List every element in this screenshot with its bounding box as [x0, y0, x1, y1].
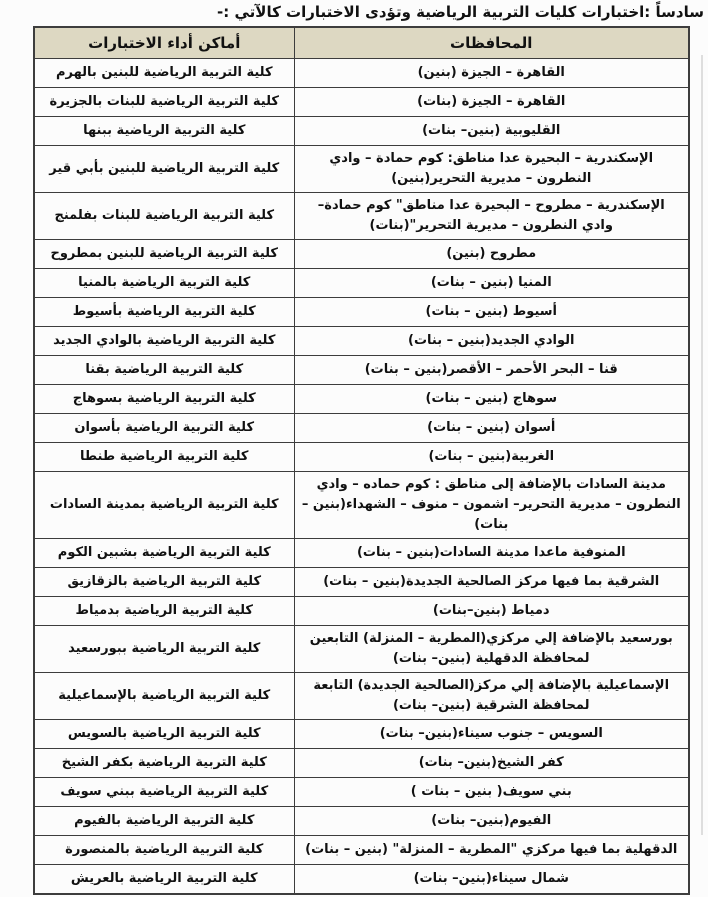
governorate-cell: الوادي الجديد(بنين – بنات): [294, 327, 689, 356]
table-row: [34, 443, 689, 472]
governorate-cell: مدينة السادات بالإضافة إلى مناطق : كوم حماده – وادي النطرون – مديرية التحرير– اشمون – منوف – الشهداء(بنين – بنات): [294, 472, 689, 539]
table-row: [34, 597, 689, 626]
table-row: [34, 327, 689, 356]
governorate-cell: الدقهلية بما فيها مركزي "المطرية – المنزلة" (بنين – بنات): [294, 836, 689, 865]
table-row: [34, 193, 689, 240]
table-row: [34, 117, 689, 146]
exam-location-cell: كلية التربية الرياضية بمدينة السادات: [34, 472, 294, 539]
governorate-cell: دمياط (بنين–بنات): [294, 597, 689, 626]
exam-location-cell: كلية التربية الرياضية بالزقازيق: [34, 568, 294, 597]
governorate-cell: الغربية(بنين – بنات): [294, 443, 689, 472]
table-row: [34, 240, 689, 269]
governorate-cell: قنا – البحر الأحمر – الأقصر(بنين – بنات): [294, 356, 689, 385]
exam-location-cell: كلية التربية الرياضية بالوادي الجديد: [34, 327, 294, 356]
table-row: [34, 836, 689, 865]
governorate-cell: بورسعيد بالإضافة إلي مركزي(المطرية – المنزلة) التابعين لمحافظة الدقهلية (بنين– بنات): [294, 626, 689, 673]
exam-location-cell: كلية التربية الرياضية بالسويس: [34, 720, 294, 749]
exam-location-cell: كلية التربية الرياضية للبنين بمطروح: [34, 240, 294, 269]
table-row: [34, 88, 689, 117]
table-row: [34, 539, 689, 568]
exam-location-cell: كلية التربية الرياضية بدمياط: [34, 597, 294, 626]
governorate-cell: مطروح (بنين): [294, 240, 689, 269]
exam-location-cell: كلية التربية الرياضية بكفر الشيخ: [34, 749, 294, 778]
exam-location-cell: كلية التربية الرياضية ببني سويف: [34, 778, 294, 807]
governorate-cell: سوهاج (بنين – بنات): [294, 385, 689, 414]
table-row: [34, 807, 689, 836]
governorate-cell: الشرقية بما فيها مركز الصالحية الجديدة(بنين – بنات): [294, 568, 689, 597]
table-row: [34, 749, 689, 778]
exam-location-cell: كلية التربية الرياضية للبنات بفلمنج: [34, 193, 294, 240]
governorate-cell: القاهرة – الجيزة (بنات): [294, 88, 689, 117]
exam-location-cell: كلية التربية الرياضية بالمنيا: [34, 269, 294, 298]
table-row: [34, 673, 689, 720]
table-row: [34, 414, 689, 443]
governorate-cell: السويس – جنوب سيناء(بنين– بنات): [294, 720, 689, 749]
table-row: [34, 720, 689, 749]
exam-location-cell: كلية التربية الرياضية طنطا: [34, 443, 294, 472]
governorate-cell: الإسكندرية – مطروح – البحيرة عدا مناطق" كوم حمادة– وادي النطرون – مديرية التحرير"(بنات): [294, 193, 689, 240]
table-row: [34, 269, 689, 298]
header-row: [34, 27, 689, 59]
table-row: [34, 146, 689, 193]
governorate-cell: أسيوط (بنين – بنات): [294, 298, 689, 327]
exam-location-cell: كلية التربية الرياضية بشبين الكوم: [34, 539, 294, 568]
table-row: [34, 356, 689, 385]
table-row: [34, 865, 689, 895]
column-header-governorates: المحافظات: [294, 27, 689, 59]
governorate-cell: الإسماعيلية بالإضافة إلي مركز(الصالحية الجديدة) التابعة لمحافظة الشرقية (بنين– بنات): [294, 673, 689, 720]
page-title: سادساً :اختبارات كليات التربية الرياضية وتؤدى الاختبارات كالآتي :-: [217, 3, 704, 21]
table-row: [34, 626, 689, 673]
exam-location-cell: كلية التربية الرياضية بالعريش: [34, 865, 294, 895]
governorate-cell: القاهرة – الجيزة (بنين): [294, 59, 689, 88]
exam-location-cell: كلية التربية الرياضية بقنا: [34, 356, 294, 385]
exam-location-cell: كلية التربية الرياضية للبنات بالجزيرة: [34, 88, 294, 117]
column-header-exam-locations: أماكن أداء الاختبارات: [34, 27, 294, 59]
governorates-exam-table: [33, 26, 690, 895]
governorate-cell: المنوفية ماعدا مدينة السادات(بنين – بنات): [294, 539, 689, 568]
governorate-cell: شمال سيناء(بنين– بنات): [294, 865, 689, 895]
governorate-cell: كفر الشيخ(بنين– بنات): [294, 749, 689, 778]
governorate-cell: المنيا (بنين – بنات): [294, 269, 689, 298]
table-row: [34, 472, 689, 539]
table-row: [34, 385, 689, 414]
exam-location-cell: كلية التربية الرياضية بالإسماعيلية: [34, 673, 294, 720]
governorate-cell: الإسكندرية – البحيرة عدا مناطق: كوم حمادة – وادي النطرون – مديرية التحرير(بنين): [294, 146, 689, 193]
table-row: [34, 778, 689, 807]
table-row: [34, 298, 689, 327]
scan-edge-artifact: [701, 55, 703, 835]
exam-location-cell: كلية التربية الرياضية بأسوان: [34, 414, 294, 443]
table-row: [34, 59, 689, 88]
governorate-cell: القليوبية (بنين– بنات): [294, 117, 689, 146]
governorate-cell: بني سويف( بنين – بنات ): [294, 778, 689, 807]
exam-location-cell: كلية التربية الرياضية ببنها: [34, 117, 294, 146]
table-row: [34, 568, 689, 597]
exam-location-cell: كلية التربية الرياضية للبنين بأبي قير: [34, 146, 294, 193]
exam-location-cell: كلية التربية الرياضية ببورسعيد: [34, 626, 294, 673]
exam-location-cell: كلية التربية الرياضية بسوهاج: [34, 385, 294, 414]
governorate-cell: أسوان (بنين – بنات): [294, 414, 689, 443]
exam-location-cell: كلية التربية الرياضية بالمنصورة: [34, 836, 294, 865]
governorate-cell: الفيوم(بنين– بنات): [294, 807, 689, 836]
exam-location-cell: كلية التربية الرياضية للبنين بالهرم: [34, 59, 294, 88]
exam-location-cell: كلية التربية الرياضية بأسيوط: [34, 298, 294, 327]
exam-location-cell: كلية التربية الرياضية بالفيوم: [34, 807, 294, 836]
